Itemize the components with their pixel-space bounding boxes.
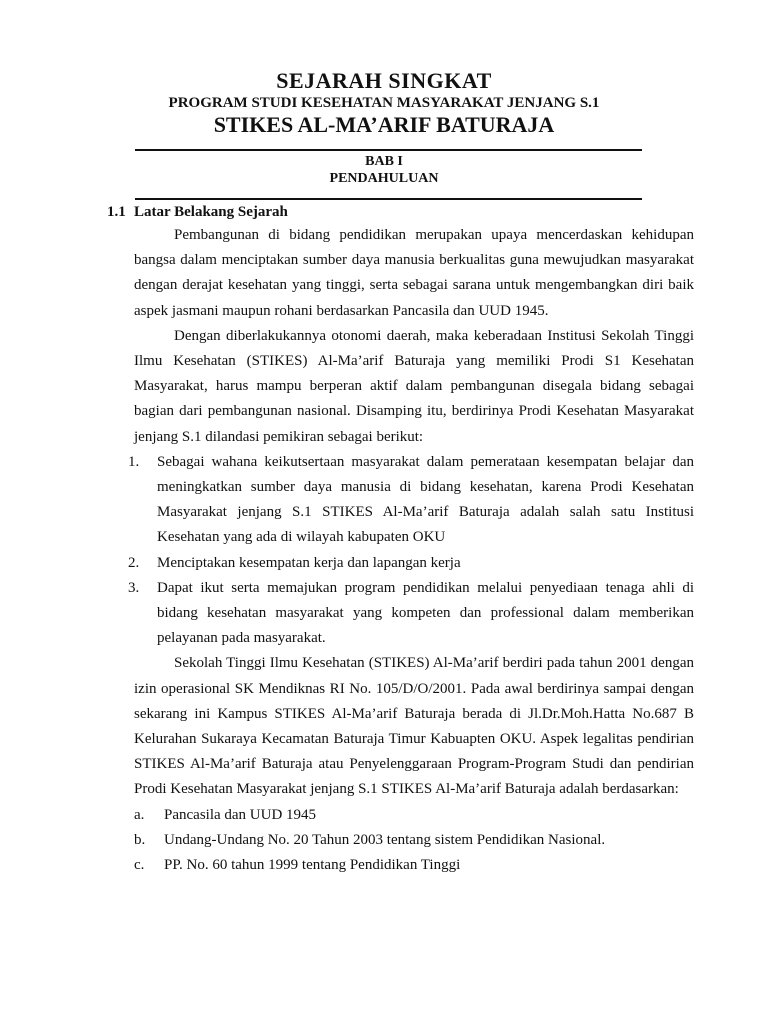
list-item [128,450,694,551]
list-item-text: Pancasila dan UUD 1945 [164,806,317,823]
section-number: 1.1 [107,204,126,220]
list-marker: c. [134,857,145,874]
chapter-number: BAB I [365,154,403,169]
paragraph: Dengan diberlakukannya otonomi daerah, maka keberadaan Institusi Sekolah Tinggi Ilmu Kesehatan (STIKES) Al-Ma’arif Baturaja yang memiliki Prodi S1 Kesehatan Masyarakat, harus mampu berperan aktif dalam pembangunan disegala bidang sebagai bagian dari pembangunan nasional. Disamping itu, berdirinya Prodi Kesehatan Masyarakat jenjang S.1 dilandasi pemikiran sebagai berikut: [134,327,694,445]
chapter-heading [0,153,768,187]
paragraph: Sekolah Tinggi Ilmu Kesehatan (STIKES) Al-Ma’arif berdiri pada tahun 2001 dengan izin operasional SK Mendiknas RI No. 105/D/O/2001. Pada awal berdirinya sampai dengan sekarang ini Kampus STIKES Al-Ma’arif Baturaja berada di Jl.Dr.Moh.Hatta No.687 B Kelurahan Sukaraya Kecamatan Baturaja Timur Kabuapten OKU. Aspek legalitas pendirian STIKES Al-Ma’arif Baturaja atau Penyelenggaraan Program-Program Studi dan pendirian Prodi Kesehatan Masyarakat jenjang S.1 STIKES Al-Ma’arif Baturaja adalah berdasarkan: [134,655,694,798]
list-item-text: Dapat ikut serta memajukan program pendidikan melalui penyediaan tenaga ahli di bidang kesehatan masyarakat yang kompeten dan professional dalam memberikan pelayanan pada masyarakat. [157,579,694,647]
program-subtitle: PROGRAM STUDI KESEHATAN MASYARAKAT JENJANG S.1 [168,95,600,111]
document-title: SEJARAH SINGKAT [276,68,492,93]
list-marker: b. [134,831,146,848]
list-item-text: PP. No. 60 tahun 1999 tentang Pendidikan Tinggi [164,857,461,874]
chapter-title: PENDAHULUAN [329,171,439,186]
section-heading [107,204,288,221]
section-title: Latar Belakang Sejarah [134,204,288,220]
institution-title: STIKES AL-MA’ARIF BATURAJA [213,112,555,137]
list-marker: 1. [128,453,140,470]
list-marker: a. [134,806,145,823]
top-divider [135,149,642,151]
list-item-text: Undang-Undang No. 20 Tahun 2003 tentang sistem Pendidikan Nasional. [164,831,606,848]
list-marker: 3. [128,579,140,596]
list-item [128,576,694,652]
bottom-divider [135,198,642,200]
body-text [128,223,694,878]
lettered-list [134,803,694,879]
list-marker: 2. [128,554,140,571]
list-item-text: Sebagai wahana keikutsertaan masyarakat dalam pemerataan kesempatan belajar dan meningkatkan sumber daya manusia di bidang kesehatan, karena Prodi Kesehatan Masyarakat jenjang S.1 STIKES Al-Ma’arif Baturaja adalah salah satu Institusi Kesehatan yang ada di wilayah kabupaten OKU [157,453,694,546]
list-item-text: Menciptakan kesempatan kerja dan lapangan kerja [157,554,461,571]
numbered-list [128,450,694,652]
list-item [134,853,694,878]
list-item [134,828,694,853]
list-item [134,803,694,828]
list-item [128,551,694,576]
paragraph: Pembangunan di bidang pendidikan merupakan upaya mencerdaskan kehidupan bangsa dalam menciptakan sumber daya manusia berkualitas guna mewujudkan masyarakat dengan derajat kesehatan yang tinggi, serta sebagai sarana untuk mengembangkan diri baik aspek jasmani maupun rohani berdasarkan Pancasila dan UUD 1945. [134,227,694,319]
